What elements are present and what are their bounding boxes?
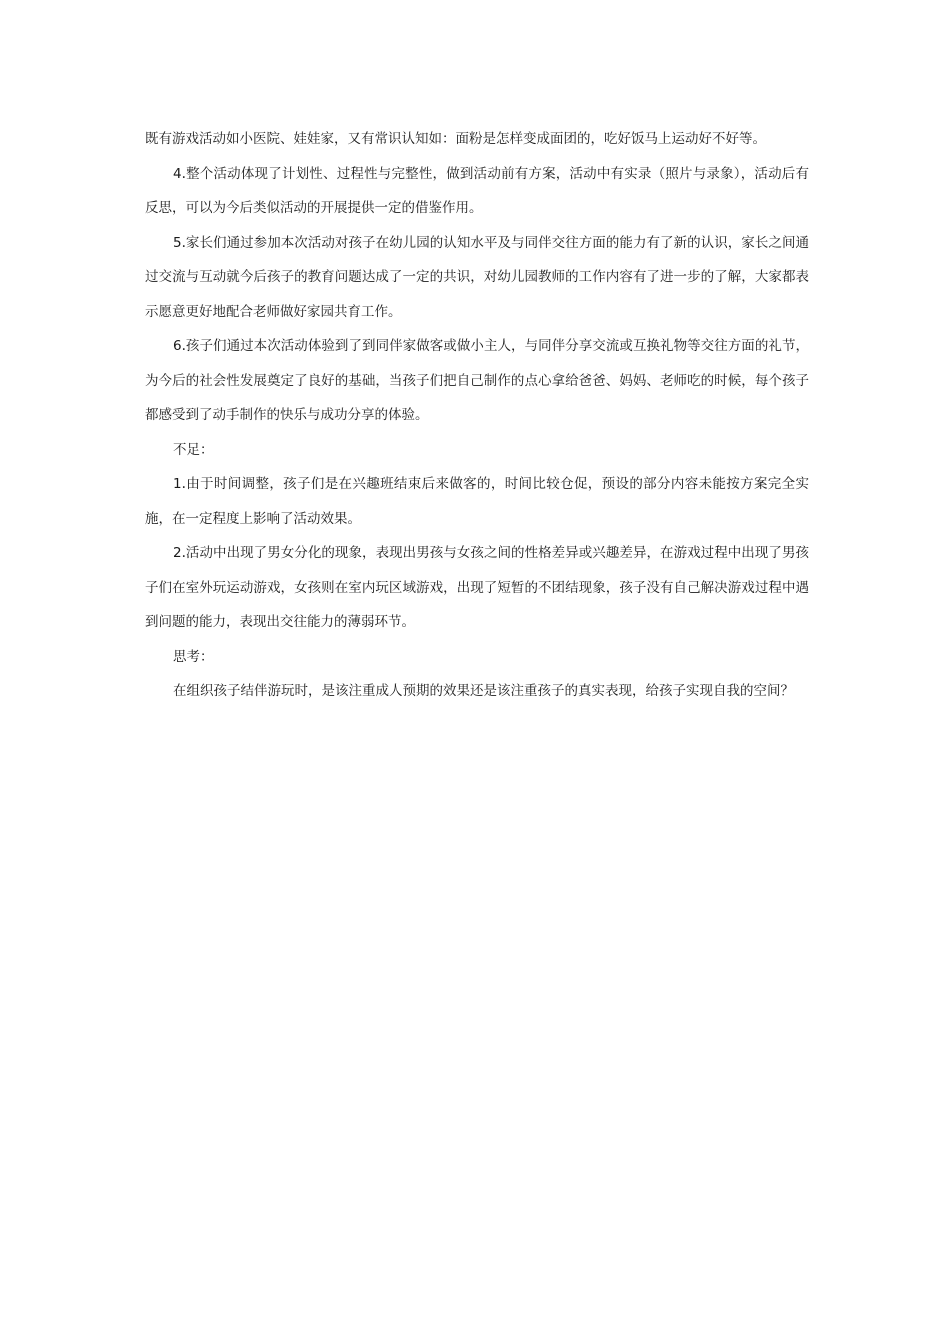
item-text: .活动中出现了男女分化的现象，表现出男孩与女孩之间的性格差异或兴趣差异，在游戏过程中出现了男孩子们在室外玩运动游戏，女孩则在室内玩区域游戏，出现了短暂的不团结现象，孩子没有自己解决游戏过程中遇到问题的能力，表现出交往能力的薄弱环节。: [145, 545, 809, 630]
shortcoming-item-1: [145, 467, 809, 536]
intro-paragraph: 既有游戏活动如小医院、娃娃家，又有常识认知如：面粉是怎样变成面团的，吃好饭马上运动好不好等。: [145, 131, 766, 147]
item-text: .家长们通过参加本次活动对孩子在幼儿园的认知水平及与同伴交往方面的能力有了新的认识，家长之间通过交流与互动就今后孩子的教育问题达成了一定的共识，对幼儿园教师的工作内容有了进一步的了解，大家都表示愿意更好地配合老师做好家园共育工作。: [145, 234, 809, 320]
reflection-paragraph: 在组织孩子结伴游玩时，是该注重成人预期的效果还是该注重孩子的真实表现，给孩子实现自我的空间？: [173, 683, 794, 699]
document-page: [145, 122, 809, 709]
item-text: .孩子们通过本次活动体验到了到同伴家做客或做小主人，与同伴分享交流或互换礼物等交往方面的礼节，为今后的社会性发展奠定了良好的基础，当孩子们把自己制作的点心拿给爸爸、妈妈、老师吃的时候，每个孩子都感受到了动手制作的快乐与成功分享的体验。: [145, 338, 809, 423]
shortcomings-heading: 不足：: [173, 441, 214, 458]
achievement-item-6: [145, 329, 809, 433]
item-text: .整个活动体现了计划性、过程性与完整性，做到活动前有方案，活动中有实录（照片与录象），活动后有反思，可以为今后类似活动的开展提供一定的借鉴作用。: [145, 165, 809, 216]
item-number: 1: [173, 476, 182, 492]
reflection-heading: 思考：: [173, 648, 214, 665]
shortcoming-item-2: [145, 536, 809, 640]
item-number: 6: [173, 338, 182, 354]
achievement-item-4: [145, 157, 809, 226]
achievement-item-5: [145, 226, 809, 330]
item-text: .由于时间调整，孩子们是在兴趣班结束后来做客的，时间比较仓促，预设的部分内容未能按方案完全实施，在一定程度上影响了活动效果。: [145, 476, 809, 527]
item-number: 2: [173, 545, 182, 561]
item-number: 4: [173, 165, 182, 182]
item-number: 5: [173, 234, 182, 251]
